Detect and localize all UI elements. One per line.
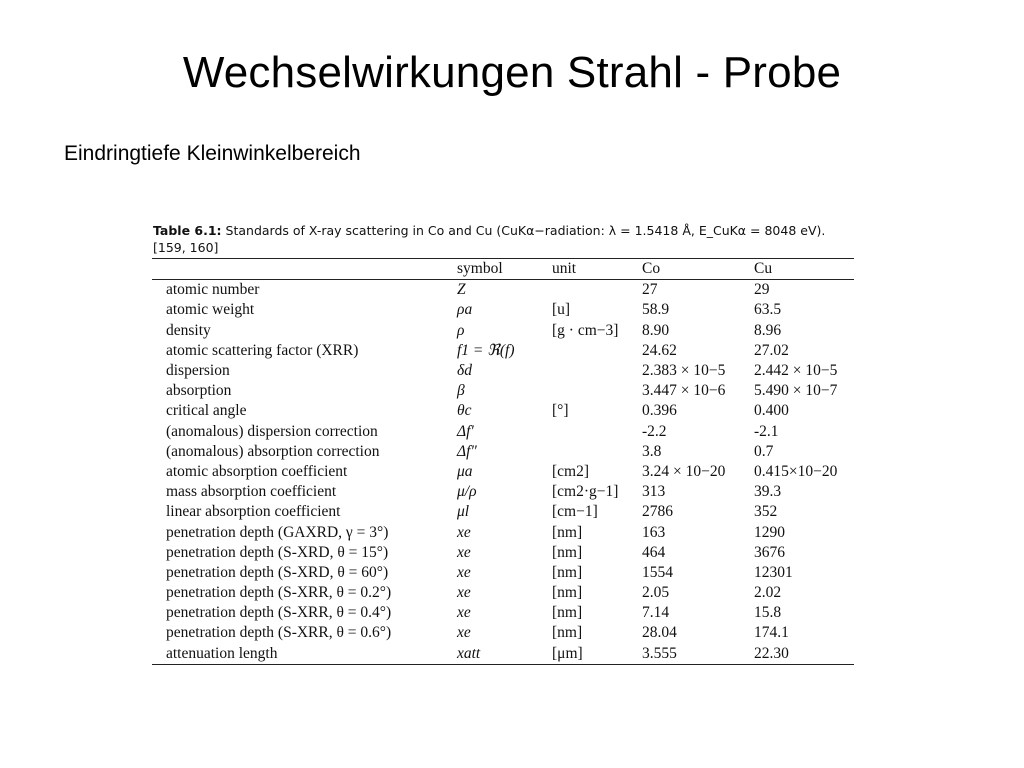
table-cell: penetration depth (S-XRR, θ = 0.4°): [166, 604, 392, 622]
table-cell: 352: [754, 503, 778, 521]
table-cell: 2.383 × 10−5: [642, 362, 726, 380]
table-cell: f1 = ℜ(f): [457, 341, 515, 359]
table-cell: absorption: [166, 382, 232, 400]
table-cell: dispersion: [166, 362, 230, 380]
table-cell: xe: [457, 523, 471, 541]
table-cell: ρ: [457, 321, 465, 339]
table-cell: 2.02: [754, 584, 782, 602]
table-header-row: [152, 259, 854, 280]
table-cell: 3.8: [642, 442, 662, 460]
table-cell: atomic number: [166, 281, 260, 299]
table-row: [152, 422, 854, 442]
table-cell: [nm]: [552, 624, 583, 642]
table-cell: atomic absorption coefficient: [166, 462, 348, 480]
table-cell: 0.415×10−20: [754, 462, 838, 480]
header-cell: unit: [552, 260, 577, 278]
table-cell: [g · cm−3]: [552, 321, 619, 339]
table-cell: 8.96: [754, 321, 782, 339]
table-figure: [152, 222, 860, 665]
caption-text: Standards of X-ray scattering in Co and Cu (CuKα−radiation: λ = 1.5418 Å, E_CuKα = 8048 eV).: [225, 223, 826, 238]
table-cell: 5.490 × 10−7: [754, 382, 838, 400]
table-row: [152, 583, 854, 603]
table-cell: xe: [457, 584, 471, 602]
table-cell: atomic weight: [166, 301, 255, 319]
table-cell: xatt: [457, 644, 481, 662]
table-cell: 12301: [754, 563, 793, 581]
table-cell: 3676: [754, 543, 785, 561]
table-cell: 8.90: [642, 321, 670, 339]
slide-title: Wechselwirkungen Strahl - Probe: [182, 48, 842, 97]
table-cell: 2.442 × 10−5: [754, 362, 838, 380]
table-cell: 2.05: [642, 584, 670, 602]
table-cell: xe: [457, 543, 471, 561]
table-cell: -2.1: [754, 422, 779, 440]
table-cell: (anomalous) dispersion correction: [166, 422, 378, 440]
table-cell: 27: [642, 281, 658, 299]
table-cell: penetration depth (S-XRD, θ = 15°): [166, 543, 389, 561]
table-row: [152, 321, 854, 341]
table-cell: penetration depth (S-XRD, θ = 60°): [166, 563, 389, 581]
table-cell: β: [457, 382, 465, 400]
table-cell: [nm]: [552, 584, 583, 602]
header-cell: Cu: [754, 260, 773, 278]
table-cell: 24.62: [642, 341, 677, 359]
table-cell: 22.30: [754, 644, 789, 662]
table-cell: 58.9: [642, 301, 670, 319]
caption-reference: [159, 160]: [153, 240, 219, 255]
table-cell: 63.5: [754, 301, 782, 319]
table-cell: [u]: [552, 301, 571, 319]
table-cell: [552, 361, 642, 381]
table-cell: θc: [457, 402, 472, 420]
table-cell: 39.3: [754, 483, 782, 501]
table-row: [152, 300, 854, 320]
table-cell: 1554: [642, 563, 673, 581]
table-row: [152, 381, 854, 401]
table-cell: penetration depth (S-XRR, θ = 0.2°): [166, 584, 392, 602]
table-cell: μa: [457, 462, 473, 480]
table-cell: 28.04: [642, 624, 677, 642]
table-cell: 174.1: [754, 624, 789, 642]
table-cell: 3.447 × 10−6: [642, 382, 726, 400]
table-cell: δd: [457, 362, 472, 380]
table-row: [152, 522, 854, 542]
table-cell: atomic scattering factor (XRR): [166, 341, 359, 359]
table-cell: [552, 422, 642, 442]
header-cell: symbol: [457, 260, 503, 278]
table-row: [152, 462, 854, 482]
table-cell: density: [166, 321, 211, 339]
table-cell: penetration depth (S-XRR, θ = 0.6°): [166, 624, 392, 642]
table-cell: attenuation length: [166, 644, 278, 662]
table-cell: 0.400: [754, 402, 789, 420]
table-cell: 2786: [642, 503, 673, 521]
table-cell: 3.24 × 10−20: [642, 462, 726, 480]
table-cell: [nm]: [552, 543, 583, 561]
table-cell: (anomalous) absorption correction: [166, 442, 380, 460]
table-cell: [552, 341, 642, 361]
table-cell: 0.7: [754, 442, 774, 460]
table-row: [152, 543, 854, 563]
table-cell: [nm]: [552, 523, 583, 541]
table-cell: mass absorption coefficient: [166, 483, 337, 501]
table-cell: 15.8: [754, 604, 782, 622]
table-cell: μ/ρ: [457, 483, 477, 501]
table-row: [152, 644, 854, 665]
table-row: [152, 341, 854, 361]
table-cell: 313: [642, 483, 666, 501]
table-cell: 7.14: [642, 604, 670, 622]
table-cell: [nm]: [552, 563, 583, 581]
table-row: [152, 603, 854, 623]
table-row: [152, 482, 854, 502]
table-cell: 27.02: [754, 341, 789, 359]
table-cell: xe: [457, 624, 471, 642]
table-cell: [cm2]: [552, 462, 590, 480]
table-cell: [552, 442, 642, 462]
table-cell: μl: [457, 503, 470, 521]
data-table: [152, 258, 854, 665]
table-cell: 464: [642, 543, 666, 561]
table-cell: 29: [754, 281, 770, 299]
table-row: [152, 401, 854, 421]
table-row: [152, 280, 854, 301]
caption-label: Table 6.1:: [153, 223, 222, 238]
table-cell: 163: [642, 523, 666, 541]
table-cell: linear absorption coefficient: [166, 503, 341, 521]
table-cell: [°]: [552, 402, 569, 420]
header-cell: Co: [642, 260, 661, 278]
table-cell: [552, 280, 642, 301]
table-cell: xe: [457, 563, 471, 581]
table-row: [152, 442, 854, 462]
table-row: [152, 623, 854, 643]
table-cell: 0.396: [642, 402, 677, 420]
table-cell: ρa: [457, 301, 473, 319]
table-cell: Z: [457, 281, 466, 299]
table-row: [152, 361, 854, 381]
table-cell: penetration depth (GAXRD, γ = 3°): [166, 523, 389, 541]
header-cell: [152, 259, 457, 280]
table-cell: critical angle: [166, 402, 247, 420]
table-cell: Δf′: [457, 422, 474, 440]
table-cell: [cm2·g−1]: [552, 483, 619, 501]
table-cell: [cm−1]: [552, 503, 598, 521]
table-cell: [nm]: [552, 604, 583, 622]
table-cell: Δf″: [457, 442, 477, 460]
table-row: [152, 563, 854, 583]
table-cell: 1290: [754, 523, 785, 541]
table-cell: 3.555: [642, 644, 677, 662]
table-cell: [552, 381, 642, 401]
slide-subtitle: Eindringtiefe Kleinwinkelbereich: [64, 142, 361, 165]
table-cell: -2.2: [642, 422, 667, 440]
table-body: [152, 280, 854, 665]
table-cell: xe: [457, 604, 471, 622]
table-row: [152, 502, 854, 522]
table-cell: [μm]: [552, 644, 583, 662]
table-caption: [152, 222, 860, 256]
